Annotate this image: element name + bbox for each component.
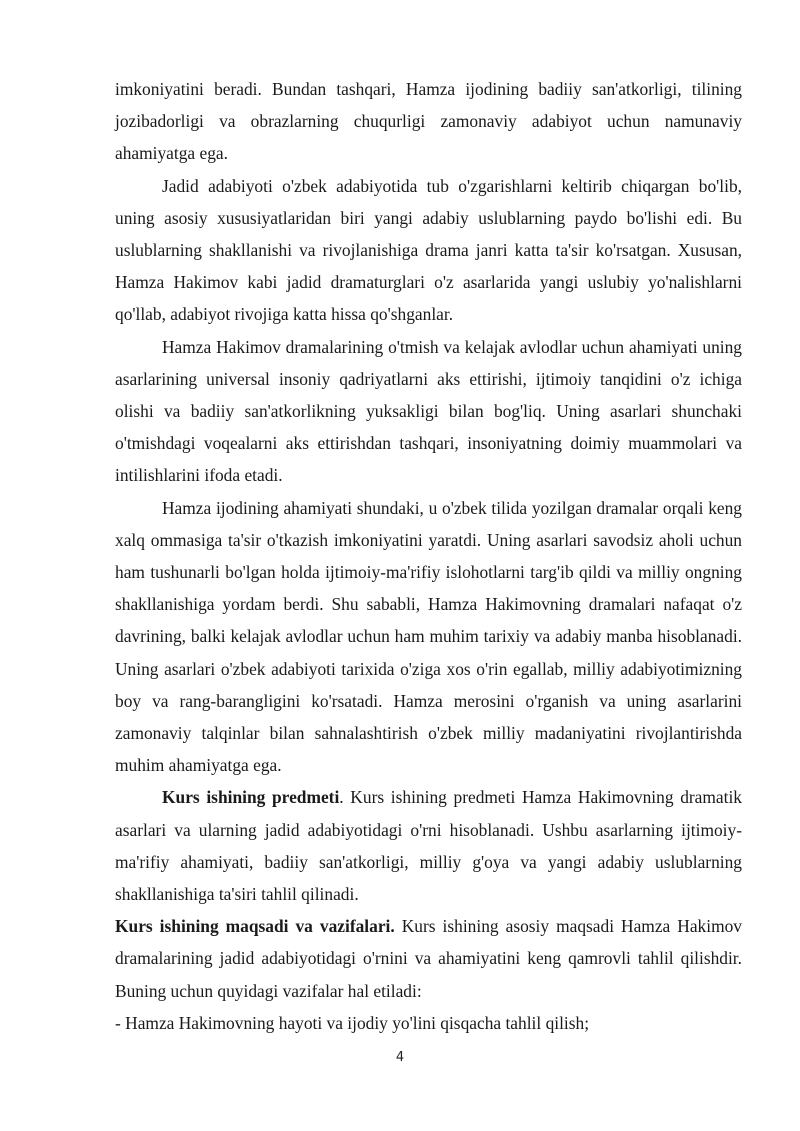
paragraph-text: Kurs ishining asosiy maqsadi Hamza Hakimov dramalarining jadid adabiyotidagi o'rnini va ahamiyatini keng qamrovli tahlil qilishdir. Buning uchun quyidagi vazifalar hal etiladi: <box>115 916 742 1001</box>
paragraph-course-goals <box>115 910 742 1007</box>
document-page <box>115 73 742 1039</box>
page-number: 4 <box>395 1050 405 1065</box>
paragraph-course-subject <box>115 781 742 910</box>
section-heading-subject: Kurs ishining predmeti <box>162 787 340 808</box>
section-heading-goals: Kurs ishining maqsadi va vazifalari. <box>115 916 395 937</box>
paragraph-hamza-legacy <box>115 492 742 782</box>
list-item-task <box>115 1007 742 1039</box>
paragraph-text: . Kurs ishining predmeti Hamza Hakimovning dramatik asarlari va ularning jadid adabiyotidagi o'rni hisoblanadi. Ushbu asarlarning ijtimoiy-ma'rifiy ahamiyati, badiiy san'atkorligi, milliy g'oya va yangi adabiy uslublarning shakllanishiga ta'siri tahlil qilinadi. <box>115 787 742 905</box>
paragraph-jadid-literature <box>115 170 742 331</box>
paragraph-text: Hamza ijodining ahamiyati shundaki, u o'zbek tilida yozilgan dramalar orqali keng xalq ommasiga ta'sir o'tkazish imkoniyatini yaratdi. Uning asarlari savodsiz aholi uchun ham tushunarli bo'lgan holda ijtimoiy-ma'rifiy islohotlarni targ'ib qildi va milliy ongning shakllanishiga yordam berdi. Shu sababli, Hamza Hakimovning dramalari nafaqat o'z davrining, balki kelajak avlodlar uchun ham muhim tarixiy va adabiy manba hisoblanadi. Uning asarlari o'zbek adabiyoti tarixida o'ziga xos o'rin egallab, milliy adabiyotimizning boy va rang-barangligini ko'rsatadi. Hamza merosini o'rganish va uning asarlarini zamonaviy talqinlar bilan sahnalashtirish o'zbek milliy madaniyatini rivojlantirishda muhim ahamiyatga ega. <box>115 497 742 776</box>
paragraph-text: imkoniyatini beradi. Bundan tashqari, Hamza ijodining badiiy san'atkorligi, tilining jozibadorligi va obrazlarning chuqurligi zamonaviy adabiyot uchun namunaviy ahamiyatga ega. <box>115 79 742 164</box>
paragraph-continuation <box>115 73 742 170</box>
paragraph-text: Hamza Hakimov dramalarining o'tmish va kelajak avlodlar uchun ahamiyati uning asarlarining universal insoniy qadriyatlarni aks ettirishi, ijtimoiy tanqidini o'z ichiga olishi va badiiy san'atkorlikning yuksakligi bilan bog'liq. Uning asarlari shunchaki o'tmishdagi voqealarni aks ettirishdan tashqari, insoniyatning doimiy muammolari va intilishlarini ifoda etadi. <box>115 336 742 486</box>
paragraph-significance <box>115 331 742 492</box>
list-item-text: - Hamza Hakimovning hayoti va ijodiy yo'lini qisqacha tahlil qilish; <box>115 1012 590 1033</box>
paragraph-text: Jadid adabiyoti o'zbek adabiyotida tub o'zgarishlarni keltirib chiqargan bo'lib, uning asosiy xususiyatlaridan biri yangi adabiy uslublarning paydo bo'lishi edi. Bu uslublarning shakllanishi va rivojlanishiga drama janri katta ta'sir ko'rsatgan. Xususan, Hamza Hakimov kabi jadid dramaturglari o'z asarlarida yangi uslubiy yo'nalishlarni qo'llab, adabiyot rivojiga katta hissa qo'shganlar. <box>115 175 742 325</box>
